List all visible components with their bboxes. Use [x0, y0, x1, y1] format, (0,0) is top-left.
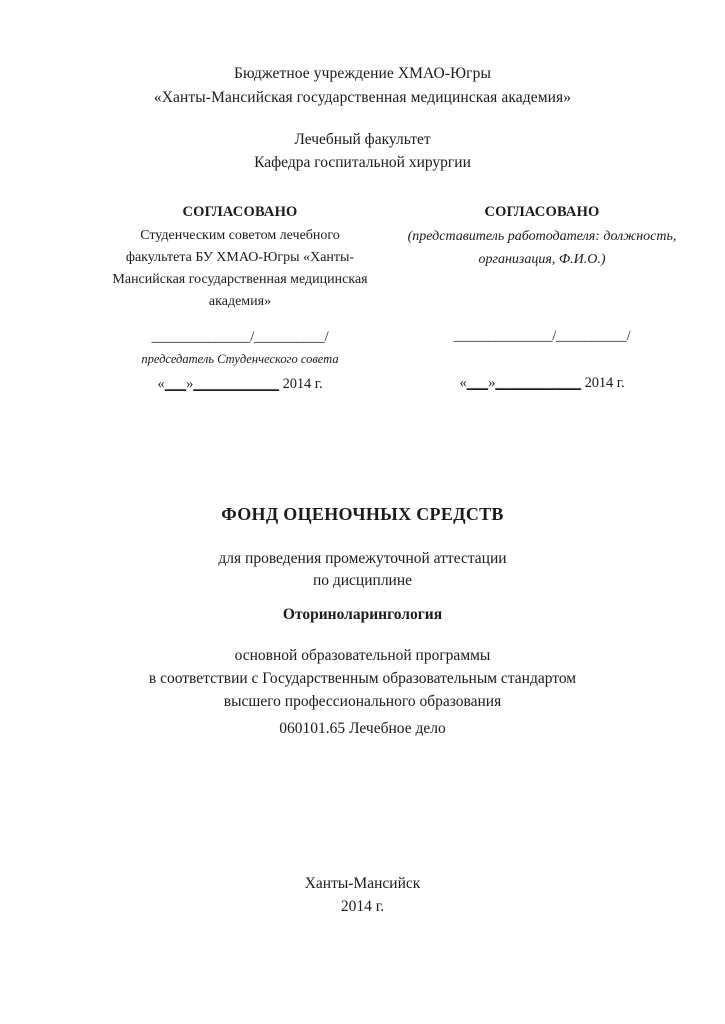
purpose-block	[0, 548, 725, 592]
approval-block-student-council	[96, 202, 384, 393]
signature-blank-initials-left: __________	[254, 329, 325, 345]
approval-right-line-2: организация, Ф.И.О.)	[478, 252, 606, 267]
department-name: Кафедра госпитальной хирургии	[254, 154, 471, 171]
institution-line-2: «Ханты-Мансийская государственная медицинская академия»	[153, 89, 572, 106]
date-quote-open-right: «	[459, 375, 467, 391]
program-block	[0, 644, 725, 713]
approval-left-line-1: Студенческим советом лечебного	[140, 228, 340, 243]
approval-right-line-1: (представитель работодателя: должность,	[407, 229, 677, 244]
date-quote-close-right: »	[488, 375, 496, 391]
approval-row	[0, 202, 725, 392]
discipline-name: Оториноларингология	[282, 606, 443, 623]
signature-line-right	[392, 328, 692, 345]
date-line-right	[392, 375, 692, 392]
approval-left-line-4: академия»	[208, 294, 272, 309]
approval-left-line-3: Мансийская государственная медицинская	[112, 272, 368, 287]
date-month-blank-left: ____________	[193, 376, 280, 392]
signature-slash-left-1: /	[250, 329, 255, 345]
approval-body-left	[96, 225, 384, 313]
purpose-line-1: для проведения промежуточной аттестации	[218, 550, 507, 567]
footer-year: 2014 г.	[340, 898, 385, 915]
footer-city: Ханты-Мансийск	[304, 875, 421, 892]
page-title: ФОНД ОЦЕНОЧНЫХ СРЕДСТВ	[221, 504, 504, 524]
purpose-line-2: по дисциплине	[312, 572, 413, 589]
signature-caption-left: председатель Студенческого совета	[141, 352, 339, 366]
approval-block-employer	[392, 202, 692, 392]
date-year-left: 2014 г.	[282, 376, 323, 392]
program-line-2: в соответствии с Государственным образовательным стандартом	[148, 670, 577, 687]
institution-header	[0, 62, 725, 110]
date-month-blank-right: ____________	[495, 375, 582, 391]
faculty-header	[0, 128, 725, 174]
signature-slash-right-1: /	[552, 328, 557, 344]
program-line-1: основной образовательной программы	[234, 647, 491, 664]
approval-title-right: СОГЛАСОВАНО	[484, 204, 600, 220]
institution-line-1: Бюджетное учреждение ХМАО-Югры	[234, 65, 491, 82]
program-line-3: высшего профессионального образования	[223, 693, 502, 710]
signature-blank-name-left: ______________	[151, 329, 251, 345]
signature-blank-initials-right: __________	[556, 328, 627, 344]
date-quote-open-left: «	[157, 376, 165, 392]
document-footer	[0, 872, 725, 918]
speciality-code-and-name: 060101.65 Лечебное дело	[279, 720, 446, 737]
signature-slash-left-2: /	[324, 329, 329, 345]
signature-slash-right-2: /	[626, 328, 631, 344]
date-day-blank-left: ___	[164, 376, 187, 392]
date-year-right: 2014 г.	[584, 375, 625, 391]
date-day-blank-right: ___	[466, 375, 489, 391]
signature-blank-name-right: ______________	[453, 328, 553, 344]
signature-line-left	[96, 329, 384, 346]
approval-body-right	[392, 225, 692, 271]
date-line-left	[96, 376, 384, 393]
approval-left-line-2: факультета БУ ХМАО-Югры «Ханты-	[125, 250, 355, 265]
approval-title-left: СОГЛАСОВАНО	[182, 204, 298, 220]
date-quote-close-left: »	[186, 376, 194, 392]
faculty-name: Лечебный факультет	[294, 131, 431, 148]
